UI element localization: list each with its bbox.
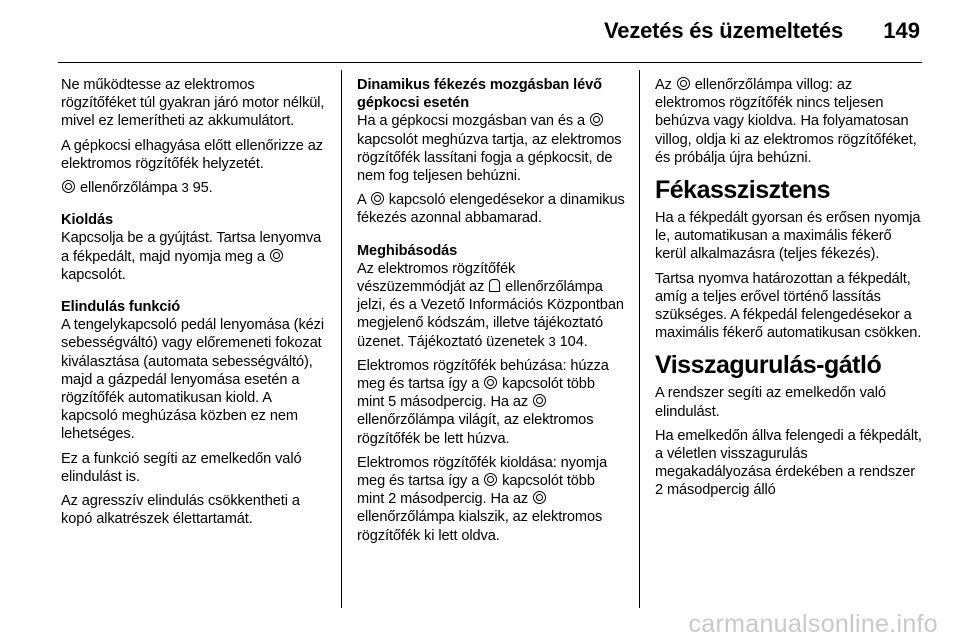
watermark: carmanualsonline.info	[688, 610, 938, 638]
reference-arrow-icon: 3	[548, 333, 556, 349]
paragraph: A kapcsoló elengedésekor a dinamikus fékezés azonnal abbamarad.	[357, 192, 625, 227]
paragraph: ellenőrzőlámpa 3 95.	[61, 179, 329, 197]
brake-lamp-icon	[677, 77, 690, 90]
paragraph: Ha a gépkocsi mozgásban van és a kapcsolót meghúzva tartja, az elektromos rögzítőfék lassítani fogja a gépkocsit, de nem fog teljesen behúzni.	[357, 113, 622, 185]
paragraph: Kapcsolja be a gyújtást. Tartsa lenyomva a fékpedált, majd nyomja meg a kapcsolót.	[61, 230, 322, 283]
brake-lamp-icon	[62, 180, 75, 193]
column-3	[655, 76, 923, 506]
paragraph: A rendszer segíti az emelkedőn való elindulást.	[655, 385, 886, 420]
heading-fekasszisztens: Fékasszisztens	[655, 176, 831, 205]
paragraph: A tengelykapcsoló pedál lenyomása (kézi sebességváltó) vagy előremeneti fokozat kiválasztása (automata sebességváltó), majd a gázpedál lenyomása esetén a rögzítőfék automatikusan kiold. A kapcsoló meghúzása közben ez nem lehetséges.	[61, 317, 324, 443]
brake-lamp-icon	[533, 491, 546, 504]
subheading-meghibasodas: Meghibásodás	[357, 242, 458, 259]
column-1	[61, 76, 329, 534]
brake-switch-icon	[590, 113, 603, 126]
page-reference[interactable]: 104.	[559, 333, 588, 350]
page-header	[0, 0, 960, 54]
paragraph: Az ellenőrzőlámpa villog: az elektromos rögzítőfék nincs teljesen behúzva vagy kioldva. Ha folyamatosan villog, oldja ki az elektromos rögzítőféket, és próbálja újra behúzni.	[655, 77, 917, 166]
paragraph: Ha a fékpedált gyorsan és erősen nyomja le, automatikusan a maximális fékerő kerül alkalmazásra (teljes fékezés).	[655, 210, 921, 263]
paragraph: A gépkocsi elhagyása előtt ellenőrizze az elektromos rögzítőfék helyzetét.	[61, 137, 323, 172]
subheading-elindulas: Elindulás funkció	[61, 299, 181, 316]
brake-lamp-icon	[533, 394, 546, 407]
page-title: Vezetés és üzemeltetés	[604, 18, 843, 43]
paragraph: Tartsa nyomva határozottan a fékpedált, amíg a teljes erővel történő lassítás szükséges. A fékpedál felengedésekor a maximális fékerő automatikusan csökken.	[655, 270, 922, 342]
brake-switch-icon	[270, 249, 283, 262]
brake-switch-icon	[484, 376, 497, 389]
brake-switch-icon	[484, 473, 497, 486]
paragraph: Elektromos rögzítőfék kioldása: nyomja meg és tartsa így a kapcsolót több mint 2 másodpercig. Ha az ellenőrzőlámpa kialszik, az elektromos rögzítőfék ki lett oldva.	[357, 454, 608, 544]
brake-switch-icon	[371, 192, 384, 205]
subheading-dinamikus: Dinamikus fékezés mozgásban lévő gépkocsi esetén	[357, 77, 602, 112]
header-divider	[58, 62, 922, 63]
reference-arrow-icon: 3	[181, 180, 189, 196]
subheading-kioldas: Kioldás	[61, 212, 114, 229]
service-lamp-icon	[489, 279, 500, 292]
page-number: 149	[883, 18, 920, 43]
paragraph: Az agresszív elindulás csökkentheti a kopó alkatrészek élettartamát.	[61, 493, 300, 528]
paragraph: Elektromos rögzítőfék behúzása: húzza meg és tartsa így a kapcsolót több mint 5 másodpercig. Ha az ellenőrzőlámpa világít, az elektromos rögzítőfék be lett húzva.	[357, 357, 609, 447]
paragraph: Ha emelkedőn állva felengedi a fékpedált, a véletlen visszagurulás megakadályozása érdekében a rendszer 2 másodpercig álló	[655, 427, 922, 499]
column-2	[357, 76, 625, 551]
paragraph: Ez a funkció segíti az emelkedőn való elindulást is.	[61, 450, 302, 485]
paragraph: Ne működtesse az elektromos rögzítőféket túl gyakran járó motor nélkül, mivel ez lemerítheti az akkumulátort.	[61, 77, 325, 130]
heading-visszagurulas: Visszagurulás-gátló	[655, 351, 882, 380]
column-divider-1	[341, 70, 342, 608]
page-reference[interactable]: 95.	[192, 180, 213, 197]
column-divider-2	[639, 70, 640, 608]
paragraph: Az elektromos rögzítőfék vészüzemmódját az ellenőrzőlámpa jelzi, és a Vezető Információs Központban megjelenő kódszám, illetve tájékoztató üzenet. Tájékoztató üzenetek 3 104.	[357, 260, 624, 350]
